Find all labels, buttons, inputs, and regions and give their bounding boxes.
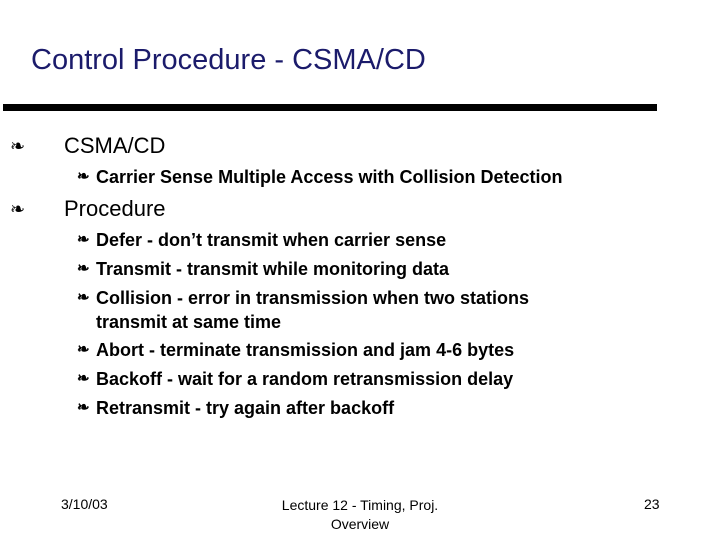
sub-bullet-text: Carrier Sense Multiple Access with Collision Detection	[96, 167, 563, 187]
sub-bullet-backoff	[77, 367, 513, 391]
sub-bullet-text: Defer - don’t transmit when carrier sense	[96, 230, 447, 250]
bullet-icon: ❧	[10, 199, 26, 219]
footer-lecture-line1: Lecture 12 - Timing, Proj.	[281, 497, 439, 513]
sub-bullet-transmit	[77, 257, 449, 281]
sub-bullet-icon: ❧	[77, 341, 90, 358]
sub-bullet-collision	[77, 286, 529, 334]
footer-lecture	[260, 496, 460, 534]
footer-date: 3/10/03	[61, 496, 108, 512]
sub-bullet-text: Abort - terminate transmission and jam 4-6 bytes	[96, 340, 515, 360]
sub-bullet-icon: ❧	[77, 168, 90, 185]
sub-bullet-icon: ❧	[77, 399, 90, 416]
sub-bullet-icon: ❧	[77, 289, 90, 306]
sub-bullet-abort	[77, 338, 514, 362]
sub-bullet-text: Transmit - transmit while monitoring data	[96, 259, 450, 279]
sub-bullet-text: Retransmit - try again after backoff	[96, 398, 395, 418]
slide-title: Control Procedure - CSMA/CD	[31, 44, 426, 76]
sub-bullet-icon: ❧	[77, 231, 90, 248]
bullet-heading: CSMA/CD	[64, 133, 166, 158]
footer-lecture-line2: Overview	[330, 516, 390, 532]
sub-bullet-icon: ❧	[77, 370, 90, 387]
sub-bullet-text: Backoff - wait for a random retransmission delay	[96, 369, 514, 389]
bullet-icon: ❧	[10, 136, 26, 156]
sub-bullet-definition	[77, 165, 562, 189]
sub-bullet-text: Collision - error in transmission when two stations	[96, 288, 530, 308]
sub-bullet-retransmit	[77, 396, 394, 420]
sub-bullet-icon: ❧	[77, 260, 90, 277]
page-number: 23	[644, 496, 660, 512]
sub-bullet-defer	[77, 228, 446, 252]
title-divider	[3, 104, 657, 111]
bullet-heading: Procedure	[64, 196, 166, 221]
sub-bullet-text-continued: transmit at same time	[96, 312, 282, 332]
